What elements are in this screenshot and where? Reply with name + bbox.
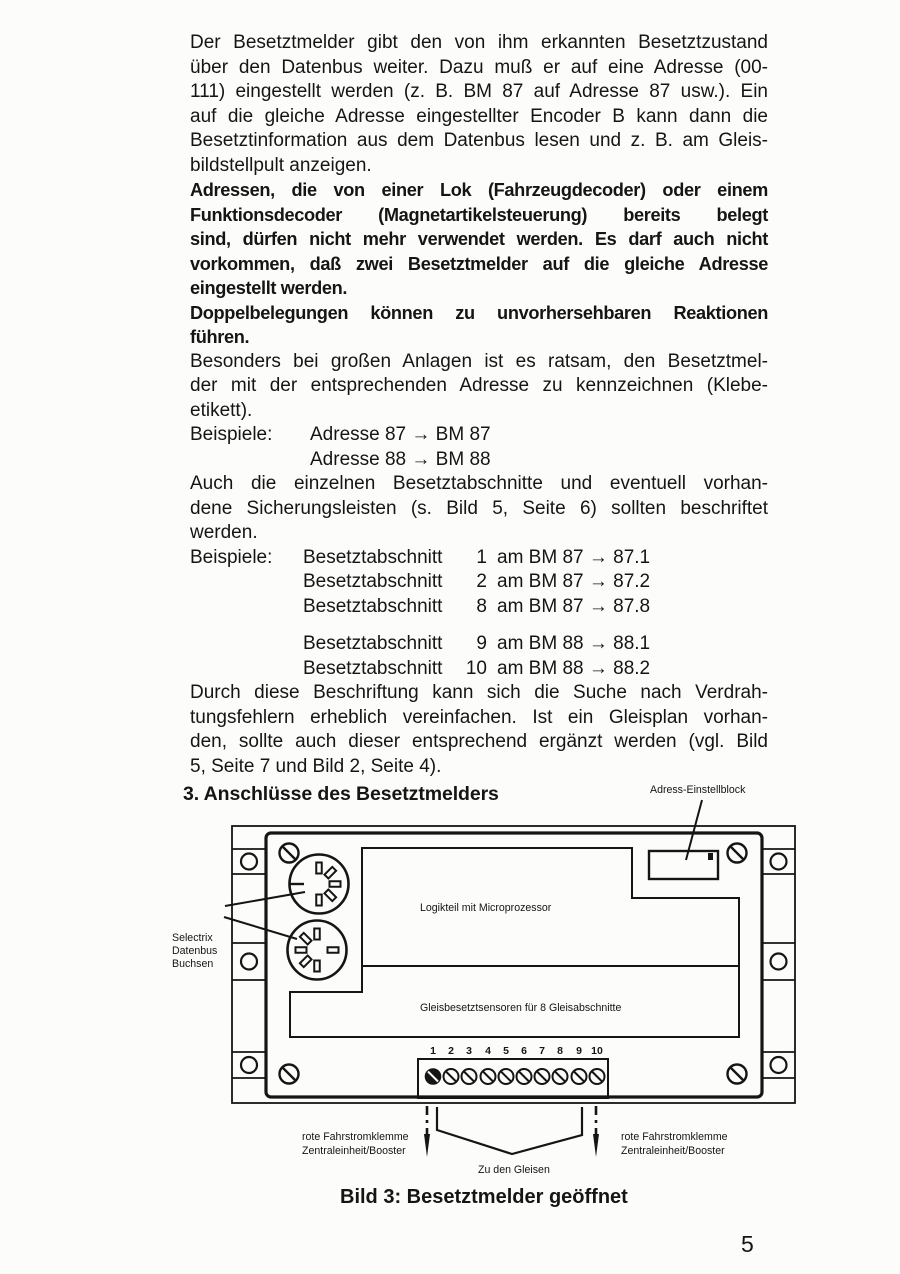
text-line: Doppelbelegungen können zu unvorhersehbaren Reaktionen	[190, 302, 768, 323]
terminal-numbers	[430, 1045, 603, 1057]
mounting-hole	[771, 854, 787, 870]
text-line: der mit der entsprechenden Adresse zu kennzeichnen (Klebe-	[190, 375, 768, 396]
text-line: Besetztinformation aus dem Datenbus lesen und z. B. am Gleis-	[190, 130, 768, 151]
terminal-screw-icon	[462, 1069, 477, 1084]
example-row	[190, 595, 768, 620]
text-line: tungsfehlern erheblich vereinfachen. Ist ein Gleisplan vorhan-	[190, 706, 768, 728]
section-number: 9	[476, 633, 487, 654]
mounting-hole	[241, 854, 257, 870]
terminal-number: 7	[539, 1045, 545, 1057]
arrowhead-down-icon	[424, 1134, 430, 1157]
din-socket-upper-icon	[290, 855, 349, 914]
terminal-screw-icon	[499, 1069, 514, 1084]
text-line: bildstellpult anzeigen.	[190, 154, 372, 176]
mounting-hole	[771, 954, 787, 970]
text-line: Adressen, die von einer Lok (Fahrzeugdecoder) oder einem	[190, 180, 768, 200]
selectrix-label-line: Selectrix	[172, 932, 213, 944]
screw-icon	[280, 844, 299, 863]
text-line: Der Besetztmelder gibt den von ihm erkannten Besetztzustand	[190, 32, 768, 53]
examples-label: Beispiele:	[190, 546, 273, 568]
text-line: auf die gleiche Adresse eingestellter Encoder B kann dann die	[190, 105, 768, 127]
selectrix-label-line: Datenbus	[172, 945, 218, 957]
terminal-screws	[426, 1069, 605, 1084]
example-row	[190, 546, 768, 571]
terminal-screw-icon	[572, 1069, 587, 1084]
screw-icon	[280, 1065, 299, 1084]
sensor-box-label: Gleisbesetztsensoren für 8 Gleisabschnitte	[420, 1002, 622, 1014]
terminal-screw-icon	[590, 1069, 605, 1084]
terminal-number: 3	[466, 1045, 472, 1057]
to-tracks-label: Zu den Gleisen	[478, 1164, 550, 1176]
terminal-number: 4	[485, 1045, 491, 1057]
examples-sections	[190, 546, 768, 682]
section-number: 2	[476, 571, 487, 592]
figure-caption: Bild 3: Besetztmelder geöffnet	[340, 1186, 628, 1208]
figure-bild3-besetztmelder	[0, 780, 900, 1240]
mounting-hole	[241, 954, 257, 970]
terminal-number: 9	[576, 1045, 582, 1057]
examples-addresses	[190, 423, 768, 472]
text-line: führen.	[190, 327, 250, 347]
paragraph-address-warning	[190, 178, 768, 301]
text-line: Besonders bei großen Anlagen ist es ratsam, den Besetztmel-	[190, 350, 768, 372]
terminal-screw-icon	[535, 1069, 550, 1084]
logic-box-label: Logikteil mit Microprozessor	[420, 902, 552, 914]
track-bracket	[437, 1107, 582, 1154]
paragraph-double-assignment	[190, 301, 768, 350]
arrowhead-down-icon	[593, 1134, 599, 1157]
example-row	[190, 657, 768, 682]
text-line: Durch diese Beschriftung kann sich die Suche nach Verdrah-	[190, 682, 768, 703]
screw-icon	[728, 844, 747, 863]
clamp-arrow-right	[593, 1106, 599, 1157]
example-row	[190, 423, 768, 448]
terminal-screw-icon	[444, 1069, 459, 1084]
terminal-screw-icon	[426, 1069, 441, 1084]
address-block-label: Adress-Einstellblock	[650, 784, 746, 796]
right-clamp-label-line: rote Fahrstromklemme	[621, 1131, 728, 1143]
terminal-number: 1	[430, 1045, 436, 1057]
text-line: über den Datenbus weiter. Dazu muß er auf eine Adresse (00-	[190, 56, 768, 78]
page-number: 5	[741, 1231, 754, 1257]
terminal-number: 10	[591, 1045, 603, 1057]
selectrix-label-line: Buchsen	[172, 958, 214, 970]
terminal-number: 8	[557, 1045, 563, 1057]
text-line: 111) eingestellt werden (z. B. BM 87 auf Adresse 87 usw.). Ein	[190, 81, 768, 102]
terminal-number: 2	[448, 1045, 454, 1057]
screw-icon	[728, 1065, 747, 1084]
paragraph-benefit	[190, 681, 768, 779]
section-name: Besetztabschnitt	[303, 657, 443, 679]
text-line: Funktionsdecoder (Magnetartikelsteuerung) bereits belegt	[190, 204, 768, 225]
example-row	[190, 632, 768, 657]
paragraph-sections	[190, 472, 768, 546]
clamp-arrow-left	[424, 1106, 430, 1157]
example-row	[190, 448, 768, 473]
right-clamp-label-line: Zentraleinheit/Booster	[621, 1145, 725, 1157]
terminal-screw-icon	[553, 1069, 568, 1084]
text-line: 5, Seite 7 und Bild 2, Seite 4).	[190, 755, 442, 777]
text-line: werden.	[190, 522, 258, 543]
text-line: den, sollte auch dieser entsprechend ergänzt werden (vgl. Bild	[190, 731, 768, 752]
mounting-hole	[771, 1057, 787, 1073]
text-line: vorkommen, daß zwei Besetztmelder auf die gleiche Adresse	[190, 253, 768, 274]
paragraph-intro	[190, 31, 768, 178]
din-socket-lower-icon	[288, 921, 347, 980]
address-block	[649, 851, 718, 879]
terminal-number: 6	[521, 1045, 527, 1057]
text-line: sind, dürfen nicht mehr verwendet werden. Es darf auch nicht	[190, 229, 768, 249]
paragraph-labeling	[190, 350, 768, 424]
section-mapping: am BM 87 → 87.8	[497, 595, 651, 617]
section-name: Besetztabschnitt	[303, 595, 443, 617]
terminal-screw-icon	[517, 1069, 532, 1084]
text-line: dene Sicherungsleisten (s. Bild 5, Seite 6) sollten beschriftet	[190, 497, 768, 519]
section-mapping: am BM 88 → 88.2	[497, 657, 651, 679]
section-number: 10	[465, 657, 487, 679]
address-block-dot	[708, 853, 713, 860]
example-value: Adresse 87 → BM 87	[310, 424, 491, 445]
section-name: Besetztabschnitt	[303, 571, 443, 592]
text-line: eingestellt werden.	[190, 278, 348, 298]
left-clamp-label-line: rote Fahrstromklemme	[302, 1131, 409, 1143]
terminal-screw-icon	[481, 1069, 496, 1084]
section-mapping: am BM 87 → 87.2	[497, 571, 651, 592]
mounting-holes	[241, 854, 787, 1074]
examples-label: Beispiele:	[190, 424, 273, 445]
section-number: 1	[476, 546, 487, 568]
text-line: etikett).	[190, 399, 253, 421]
mounting-hole	[241, 1057, 257, 1073]
section-heading: 3. Anschlüsse des Besetztmelders	[183, 783, 499, 805]
section-mapping: am BM 88 → 88.1	[497, 633, 651, 654]
left-clamp-label-line: Zentraleinheit/Booster	[302, 1145, 406, 1157]
section-name: Besetztabschnitt	[303, 633, 443, 654]
section-mapping: am BM 87 → 87.1	[497, 546, 651, 568]
text-line: Auch die einzelnen Besetztabschnitte und eventuell vorhan-	[190, 473, 768, 494]
flange-dividers	[232, 849, 795, 1078]
section-name: Besetztabschnitt	[303, 546, 443, 568]
text-column	[190, 31, 768, 779]
terminal-number: 5	[503, 1045, 509, 1057]
example-row	[190, 570, 768, 595]
example-value: Adresse 88 → BM 88	[310, 448, 491, 470]
section-number: 8	[476, 595, 487, 617]
